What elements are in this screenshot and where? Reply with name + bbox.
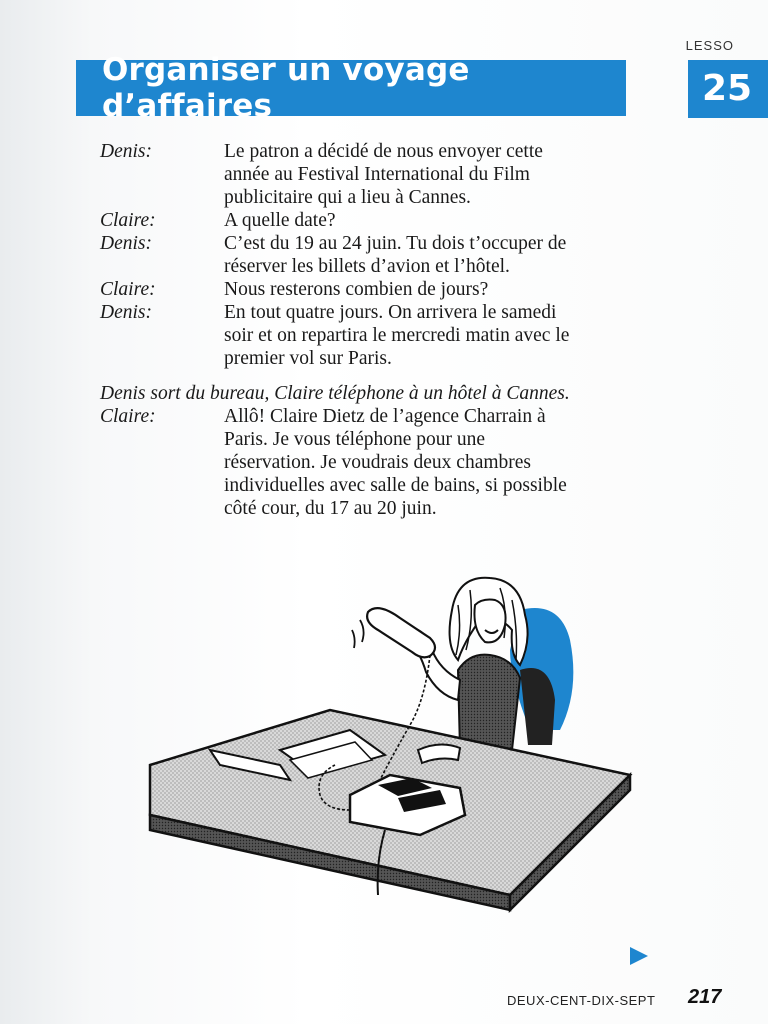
- stage-direction: Denis sort du bureau, Claire téléphone à un hôtel à Cannes.: [100, 383, 570, 404]
- lesson-tab: [688, 60, 768, 118]
- speech-line: Allô! Claire Dietz de l’agence Charrain à: [224, 406, 546, 427]
- speech-line: soir et on repartira le mercredi matin avec le: [224, 325, 570, 346]
- dialogue-line: [100, 301, 640, 370]
- dialogue: [100, 140, 640, 520]
- speech-line: réservation. Je voudrais deux chambres: [224, 452, 532, 473]
- speech-line: année au Festival International du Film: [224, 164, 530, 185]
- speech-line: C’est du 19 au 24 juin. Tu dois t’occuper de: [224, 233, 567, 254]
- dialogue-line: [100, 278, 640, 301]
- dialogue-line: [100, 140, 640, 209]
- speech-line: premier vol sur Paris.: [224, 348, 392, 369]
- speech-text: [224, 209, 640, 232]
- speech-line: réserver les billets d’avion et l’hôtel.: [224, 256, 510, 277]
- dialogue-line: [100, 232, 640, 278]
- speech-line: Paris. Je vous téléphone pour une: [224, 429, 486, 450]
- speaker-name: Denis:: [100, 302, 152, 323]
- speaker-name: Claire:: [100, 210, 156, 231]
- speaker-name: Claire:: [100, 406, 156, 427]
- speech-line: Nous resterons combien de jours?: [224, 279, 489, 300]
- speech-text: [224, 301, 640, 370]
- speech-text: [224, 140, 640, 209]
- next-page-arrow-icon[interactable]: [628, 945, 650, 967]
- lesson-label: LESSO: [685, 38, 734, 53]
- speaker-name: Claire:: [100, 279, 156, 300]
- speech-line: publicitaire qui a lieu à Cannes.: [224, 187, 471, 208]
- page-title: Organiser un voyage d’affaires: [102, 52, 470, 124]
- dialogue-line: [100, 405, 640, 520]
- speech-line: A quelle date?: [224, 210, 336, 231]
- title-banner: [76, 52, 626, 124]
- lesson-number: 25: [702, 68, 753, 109]
- page-number-words: DEUX-CENT-DIX-SEPT: [507, 993, 656, 1008]
- dialogue-line: [100, 209, 640, 232]
- speech-text: [224, 232, 640, 278]
- speaker-name: Denis:: [100, 141, 152, 162]
- speaker-name: Denis:: [100, 233, 152, 254]
- speech-text: [224, 278, 640, 301]
- speech-line: individuelles avec salle de bains, si possible: [224, 475, 567, 496]
- speech-line: Le patron a décidé de nous envoyer cette: [224, 141, 543, 162]
- speech-text: [224, 405, 640, 520]
- page-number: 217: [688, 986, 722, 1008]
- speech-line: En tout quatre jours. On arrivera le samedi: [224, 302, 557, 323]
- speech-line: côté cour, du 17 au 20 juin.: [224, 498, 437, 519]
- telephone-call-illustration: [140, 560, 640, 920]
